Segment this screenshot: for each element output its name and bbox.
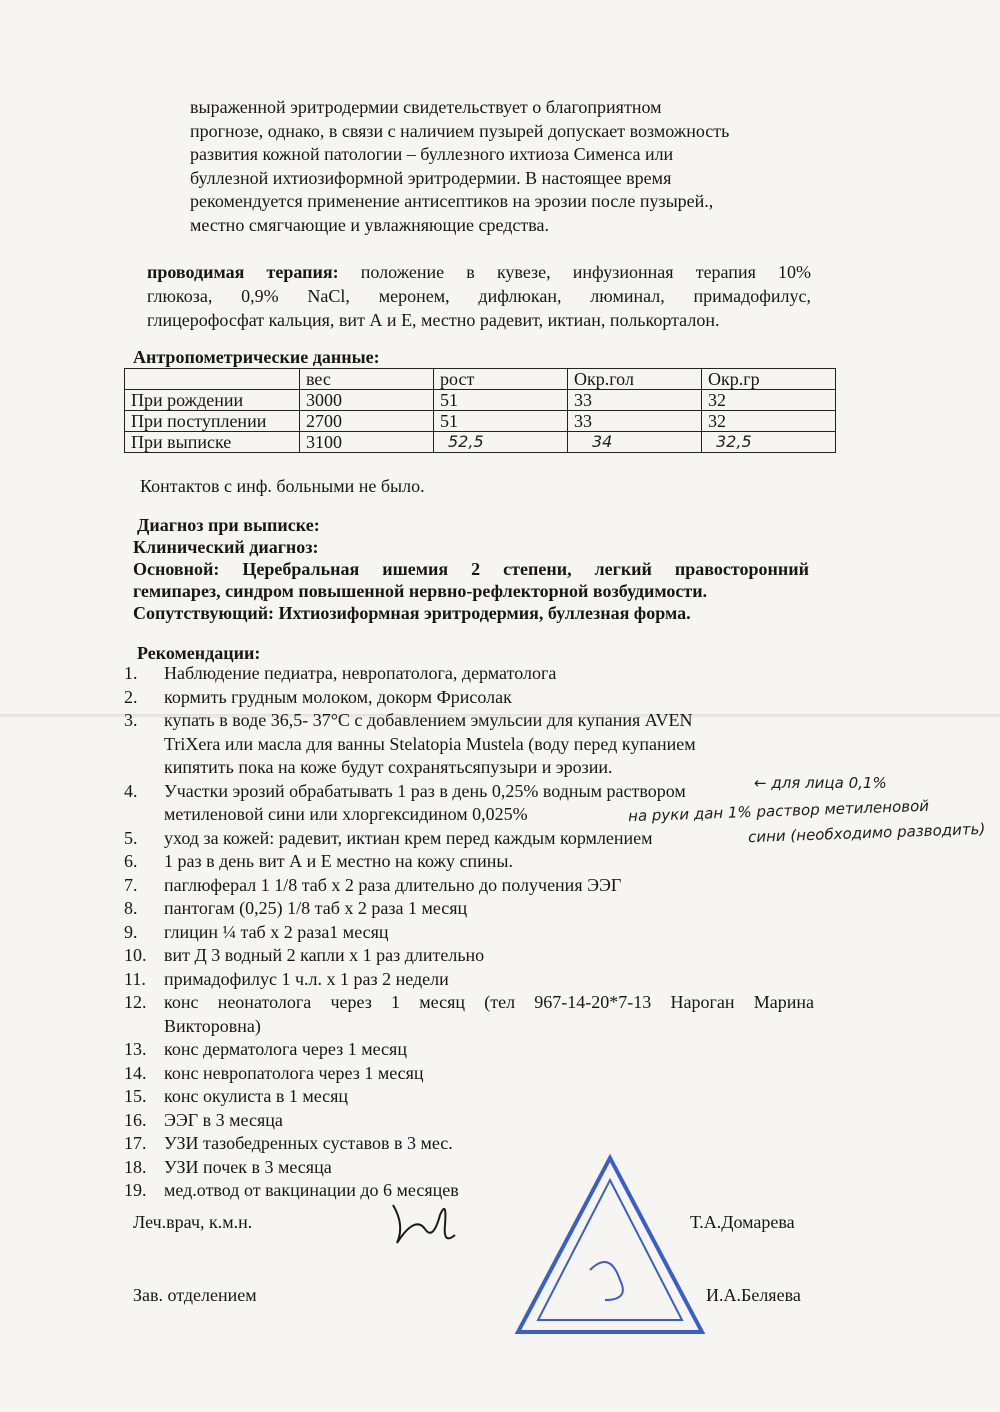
table-cell: 32 [702, 390, 836, 411]
contacts-note: Контактов с инф. больными не было. [140, 476, 425, 496]
list-item [124, 1038, 814, 1062]
list-item-number: 1. [124, 663, 138, 683]
table-header-cell: Окр.гол [568, 369, 702, 390]
therapy-line: глюкоза, 0,9% NaCl, меронем, дифлюкан, люминал, примадофилус, [147, 286, 811, 306]
list-item [124, 968, 814, 992]
handwritten-cell: 52,5 [434, 432, 568, 453]
table-cell: При рождении [125, 390, 300, 411]
list-item-text: паглюферал 1 1/8 таб х 2 раза длительно до получения ЭЭГ [164, 874, 622, 895]
list-item [124, 897, 814, 921]
list-item-text: метиленовой сини или хлоргексидином 0,025% [164, 804, 528, 824]
list-item-text: кипятить пока на коже будут сохранятьсяпузыри и эрозии. [164, 757, 613, 777]
table-cell: 3100 [300, 432, 434, 453]
list-item-text: 1 раз в день вит А и Е местно на кожу спины. [164, 851, 513, 871]
list-item-number: 17. [124, 1133, 147, 1153]
list-item-number: 2. [124, 686, 138, 707]
intro-paragraph [190, 96, 830, 237]
list-item-number: 15. [124, 1086, 147, 1106]
head-name: И.А.Беляева [706, 1285, 801, 1305]
list-item [124, 827, 814, 851]
doctor-signature [385, 1195, 465, 1250]
list-item-number: 19. [124, 1180, 147, 1200]
list-item-text: примадофилус 1 ч.л. х 1 раз 2 недели [164, 968, 449, 989]
list-item-number: 16. [124, 1109, 147, 1130]
therapy-line: положение в кувезе, инфузионная терапия 10% [360, 262, 812, 282]
clinical-diagnosis-label: Клинический диагноз: [133, 537, 319, 557]
list-item [124, 1179, 814, 1203]
table-row [125, 411, 836, 432]
handwritten-cell: 34 [568, 432, 702, 453]
anthropometry-title: Антропометрические данные: [133, 347, 380, 367]
list-item-text: УЗИ тазобедренных суставов в 3 мес. [164, 1133, 453, 1153]
list-item-number: 14. [124, 1062, 147, 1083]
triangular-stamp [510, 1150, 710, 1350]
table-cell: 33 [568, 411, 702, 432]
list-item-text: конс невропатолога через 1 месяц [164, 1062, 424, 1083]
list-item-text: TriXera или масла для ванны Stelatopia Mustela (воду перед купанием [164, 733, 696, 754]
diagnosis-title: Диагноз при выписке: [137, 515, 320, 535]
list-item [124, 1132, 814, 1156]
table-cell: При поступлении [125, 411, 300, 432]
table-cell: 32 [702, 411, 836, 432]
list-item [124, 921, 814, 945]
table-cell: 51 [434, 411, 568, 432]
list-item-text: глицин ¼ таб х 2 раза1 месяц [164, 921, 389, 942]
head-label: Зав. отделением [133, 1285, 257, 1305]
list-item [124, 686, 814, 710]
therapy-line: глицерофосфат кальция, вит А и Е, местно радевит, иктиан, полькорталон. [147, 310, 720, 330]
recommendations-list [124, 662, 814, 1203]
table-cell: 51 [434, 390, 568, 411]
list-item-number: 13. [124, 1039, 147, 1059]
list-item-number: 10. [124, 945, 147, 965]
table-row [125, 390, 836, 411]
diagnosis-section [133, 514, 809, 624]
list-item-text: Викторовна) [164, 1015, 261, 1036]
list-item-text: конс окулиста в 1 месяц [164, 1086, 349, 1106]
list-item-text: пантогам (0,25) 1/8 таб х 2 раза 1 месяц [164, 898, 468, 918]
handwritten-note: ← для лица 0,1% [754, 774, 887, 792]
intro-line: выраженной эритродермии свидетельствует о благоприятном [190, 97, 662, 117]
table-row [125, 432, 836, 453]
list-item [124, 1156, 814, 1180]
list-item-number: 6. [124, 851, 138, 871]
list-item-number: 12. [124, 992, 147, 1012]
list-item-number: 5. [124, 827, 138, 848]
table-cell: 33 [568, 390, 702, 411]
intro-line: рекомендуется применение антисептиков на эрозии после пузырей., [190, 191, 714, 211]
list-item-number: 9. [124, 921, 138, 942]
handwritten-cell: 32,5 [702, 432, 836, 453]
handwritten-note: на руки дан 1% раствор метиленовой [627, 796, 930, 826]
table-header-cell: Окр.гр [702, 369, 836, 390]
list-item [124, 662, 814, 686]
main-diagnosis-line: Основной: Церебральная ишемия 2 степени, легкий правосторонний [133, 559, 809, 579]
list-item [124, 1085, 814, 1109]
table-cell: При выписке [125, 432, 300, 453]
list-item-number: 4. [124, 780, 138, 801]
table-cell: 2700 [300, 411, 434, 432]
table-header-cell [125, 369, 300, 390]
list-item [124, 874, 814, 898]
therapy-section [147, 260, 811, 332]
table-header-row [125, 369, 836, 390]
list-item-text: Наблюдение педиатра, невропатолога, дерматолога [164, 663, 557, 683]
list-item-text: купать в воде 36,5- 37°С с добавлением эмульсии для купания AVEN [164, 710, 693, 730]
list-item-number: 8. [124, 898, 138, 918]
doctor-name: Т.А.Домарева [690, 1212, 795, 1232]
concomitant-diagnosis: Сопутствующий: Ихтиозиформная эритродермия, буллезная форма. [133, 603, 691, 623]
list-item-text: вит Д 3 водный 2 капли х 1 раз длительно [164, 945, 485, 965]
list-item [124, 1109, 814, 1133]
anthropometry-table [124, 368, 836, 453]
list-item [124, 709, 814, 780]
list-item [124, 850, 814, 874]
list-item-text: уход за кожей: радевит, иктиан крем перед каждым кормлением [164, 827, 653, 848]
intro-line: буллезной ихтиозиформной эритродермии. В настоящее время [190, 167, 672, 188]
table-cell: 3000 [300, 390, 434, 411]
intro-line: прогнозе, однако, в связи с наличием пузырей допускает возможность [190, 120, 730, 141]
list-item [124, 1062, 814, 1086]
intro-line: развития кожной патологии – буллезного ихтиоза Сименса или [190, 144, 674, 164]
table-header-cell: вес [300, 369, 434, 390]
list-item-text: кормить грудным молоком, докорм Фрисолак [164, 686, 512, 707]
therapy-label: проводимая терапия: [147, 262, 339, 282]
recommendations-title: Рекомендации: [137, 643, 261, 663]
list-item-number: 7. [124, 874, 138, 895]
list-item-text: ЭЭГ в 3 месяца [164, 1109, 283, 1130]
handwritten-note: сини (необходимо разводить) [747, 819, 986, 847]
table-header-cell: рост [434, 369, 568, 390]
list-item-text: УЗИ почек в 3 месяца [164, 1156, 332, 1177]
list-item-text: Участки эрозий обрабатывать 1 раз в день 0,25% водным раствором [164, 780, 686, 801]
list-item-number: 3. [124, 710, 138, 730]
list-item [124, 991, 814, 1038]
list-item [124, 944, 814, 968]
list-item-text: мед.отвод от вакцинации до 6 месяцев [164, 1180, 459, 1200]
list-item-text: конс дерматолога через 1 месяц [164, 1039, 407, 1059]
intro-line: местно смягчающие и увлажняющие средства. [190, 214, 549, 235]
list-item-text: конс неонатолога через 1 месяц (тел 967-14-20*7-13 Нароган Марина [164, 992, 814, 1012]
list-item-number: 18. [124, 1156, 147, 1177]
doctor-label: Леч.врач, к.м.н. [133, 1212, 253, 1232]
list-item-number: 11. [124, 968, 146, 989]
main-diagnosis-line: гемипарез, синдром повышенной нервно-рефлекторной возбудимости. [133, 581, 708, 601]
